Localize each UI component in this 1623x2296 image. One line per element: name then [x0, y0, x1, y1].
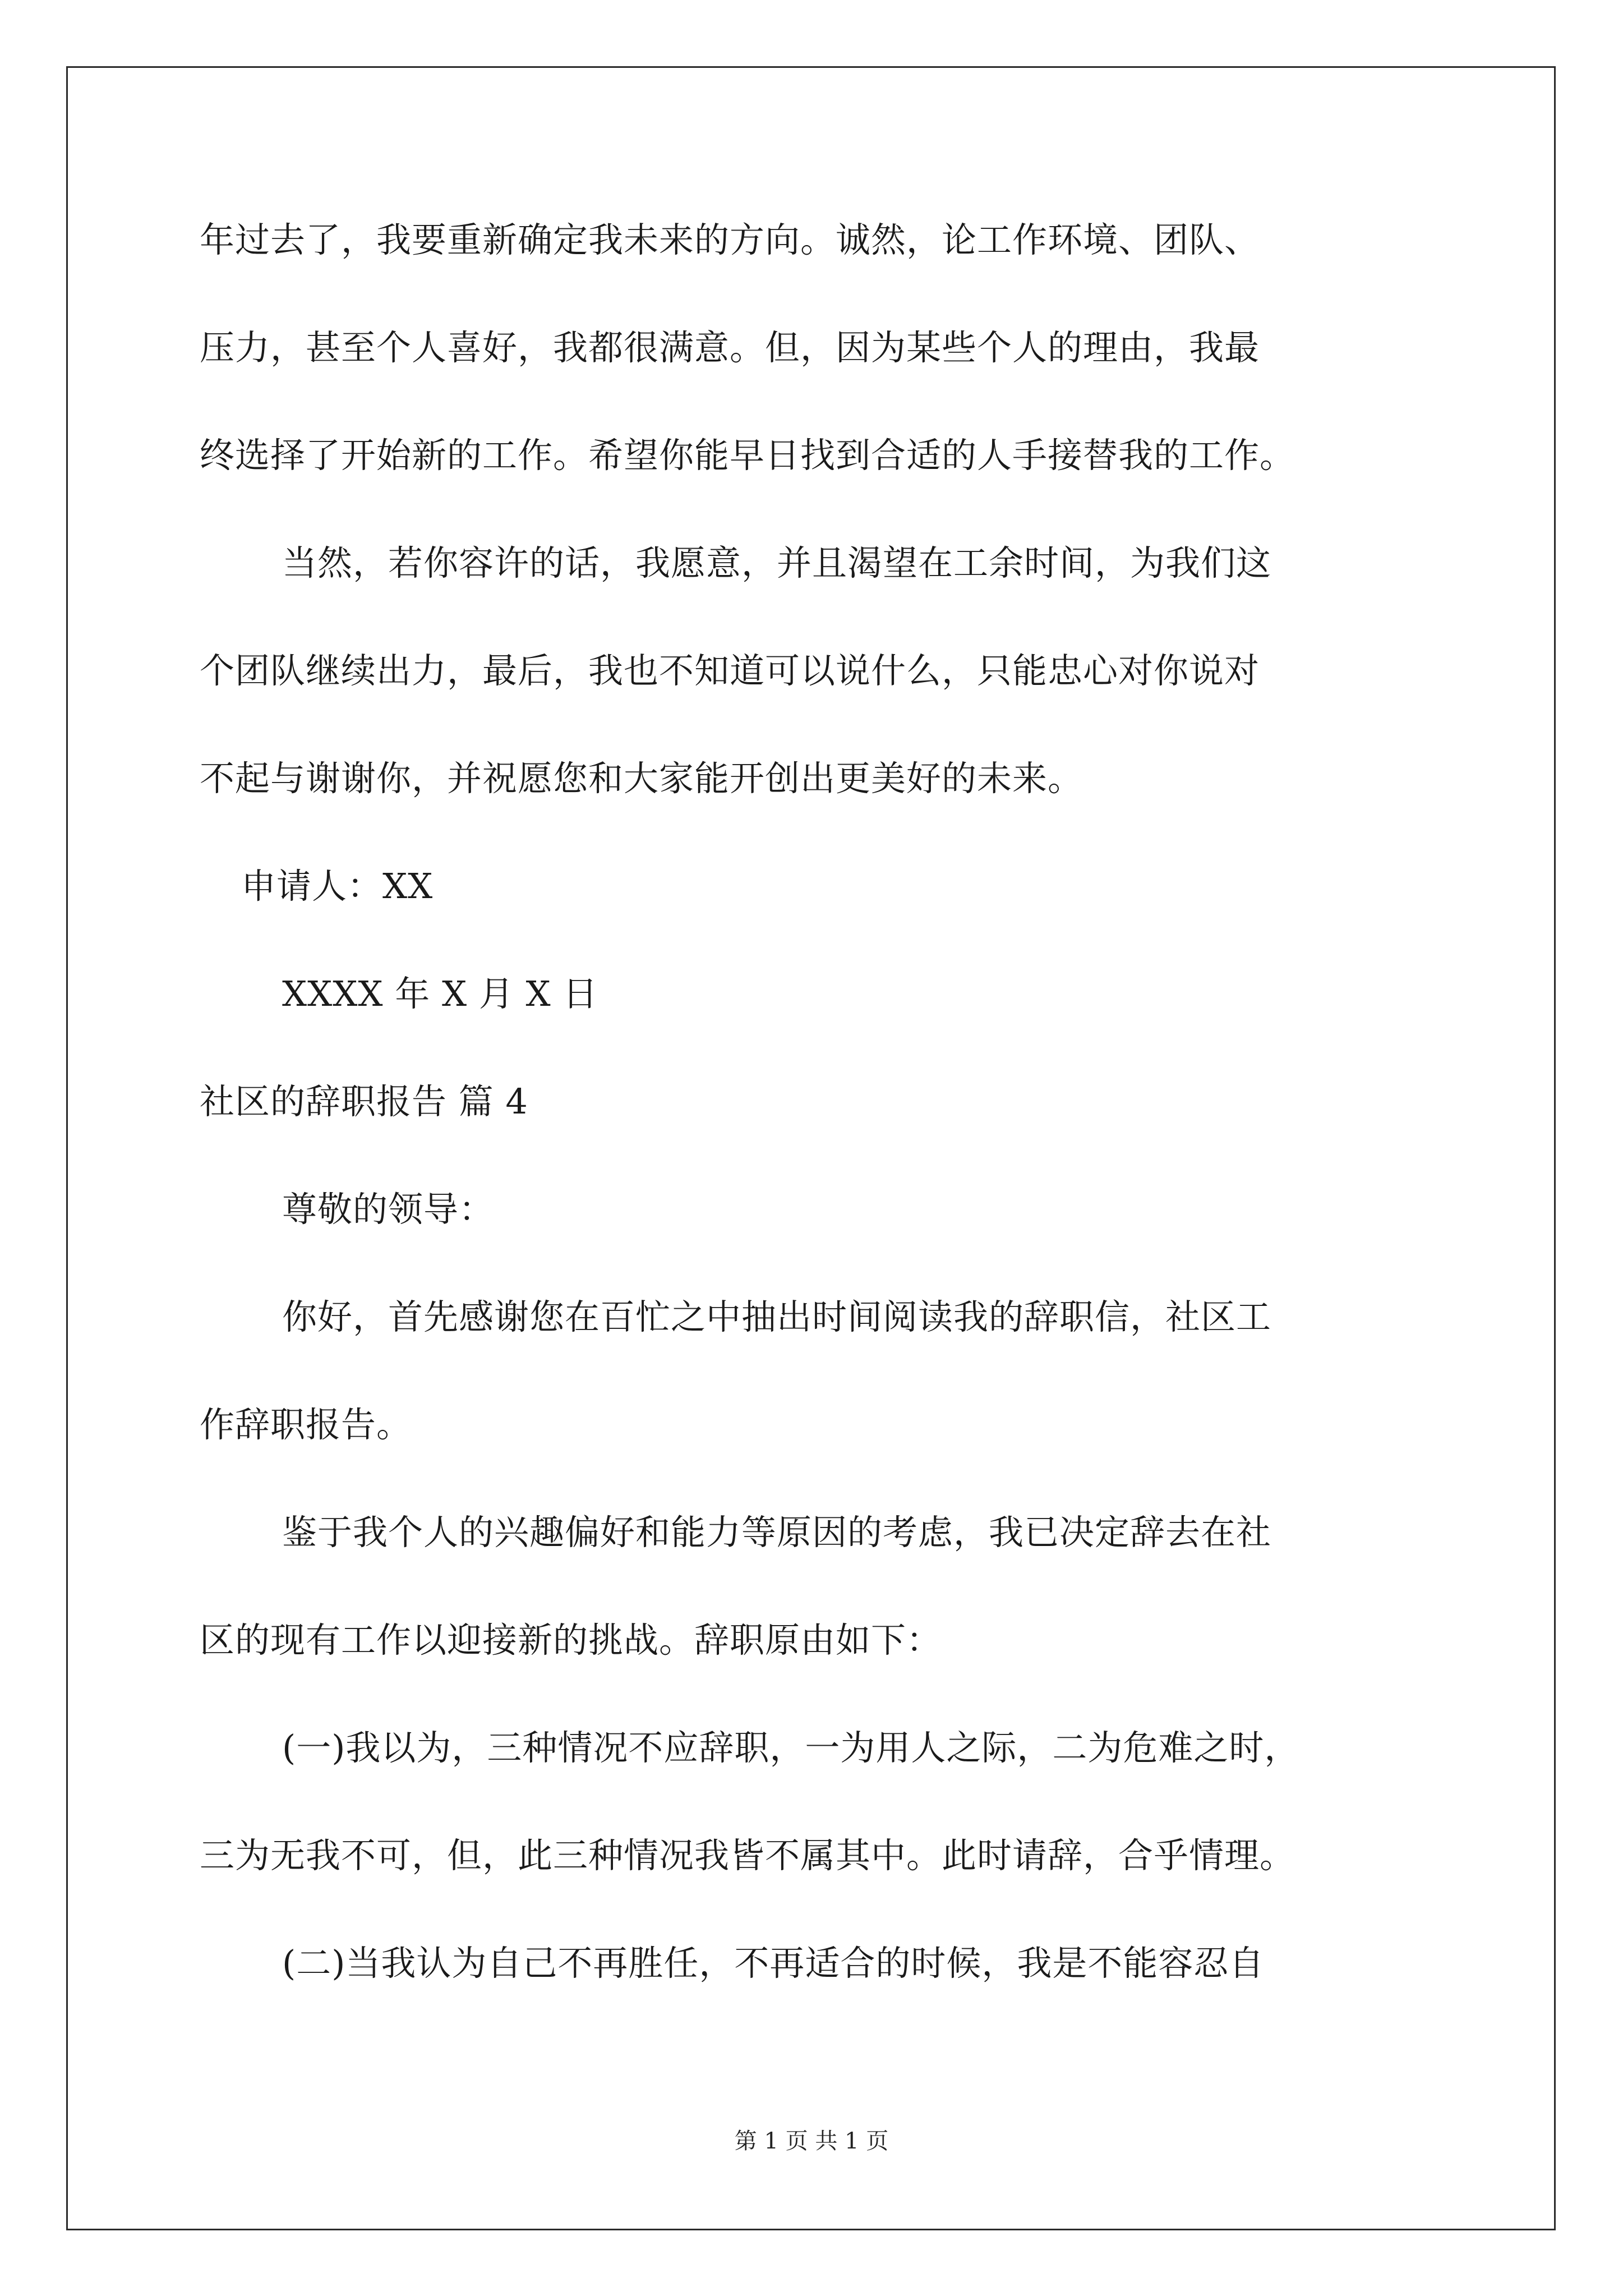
text-line-11: 你好，首先感谢您在百忙之中抽出时间阅读我的辞职信，社区工 [282, 1296, 1272, 1337]
section-heading: 社区的辞职报告 篇 4 [200, 1081, 528, 1122]
text-line-15: (一)我以为，三种情况不应辞职，一为用人之际，二为危难之时， [282, 1727, 1300, 1768]
text-line-1: 年过去了，我要重新确定我未来的方向。诚然，论工作环境、团队、 [200, 219, 1260, 260]
text-line-2: 压力，甚至个人喜好，我都很满意。但，因为某些个人的理由，我最 [200, 327, 1260, 368]
text-line-14: 区的现有工作以迎接新的挑战。辞职原由如下： [200, 1619, 942, 1660]
text-line-3: 终选择了开始新的工作。希望你能早日找到合适的人手接替我的工作。 [200, 435, 1295, 476]
text-line-4: 当然，若你容许的话，我愿意，并且渴望在工余时间，为我们这 [282, 542, 1272, 583]
page-footer: 第 1 页 共 1 页 [734, 2128, 889, 2154]
text-line-13: 鉴于我个人的兴趣偏好和能力等原因的考虑，我已决定辞去在社 [282, 1512, 1272, 1553]
text-line-16: 三为无我不可，但，此三种情况我皆不属其中。此时请辞，合乎情理。 [200, 1835, 1295, 1876]
text-line-17: (二)当我认为自己不再胜任，不再适合的时候，我是不能容忍自 [282, 1943, 1265, 1984]
salutation: 尊敬的领导： [282, 1189, 495, 1230]
page-border [66, 66, 1556, 2230]
text-line-5: 个团队继续出力，最后，我也不知道可以说什么，只能忠心对你说对 [200, 650, 1260, 691]
text-line-6: 不起与谢谢你，并祝愿您和大家能开创出更美好的未来。 [200, 758, 1083, 799]
applicant-line: 申请人：XX [241, 866, 434, 907]
date-line: XXXX 年 X 月 X 日 [282, 973, 598, 1014]
text-line-12: 作辞职报告。 [200, 1404, 412, 1445]
